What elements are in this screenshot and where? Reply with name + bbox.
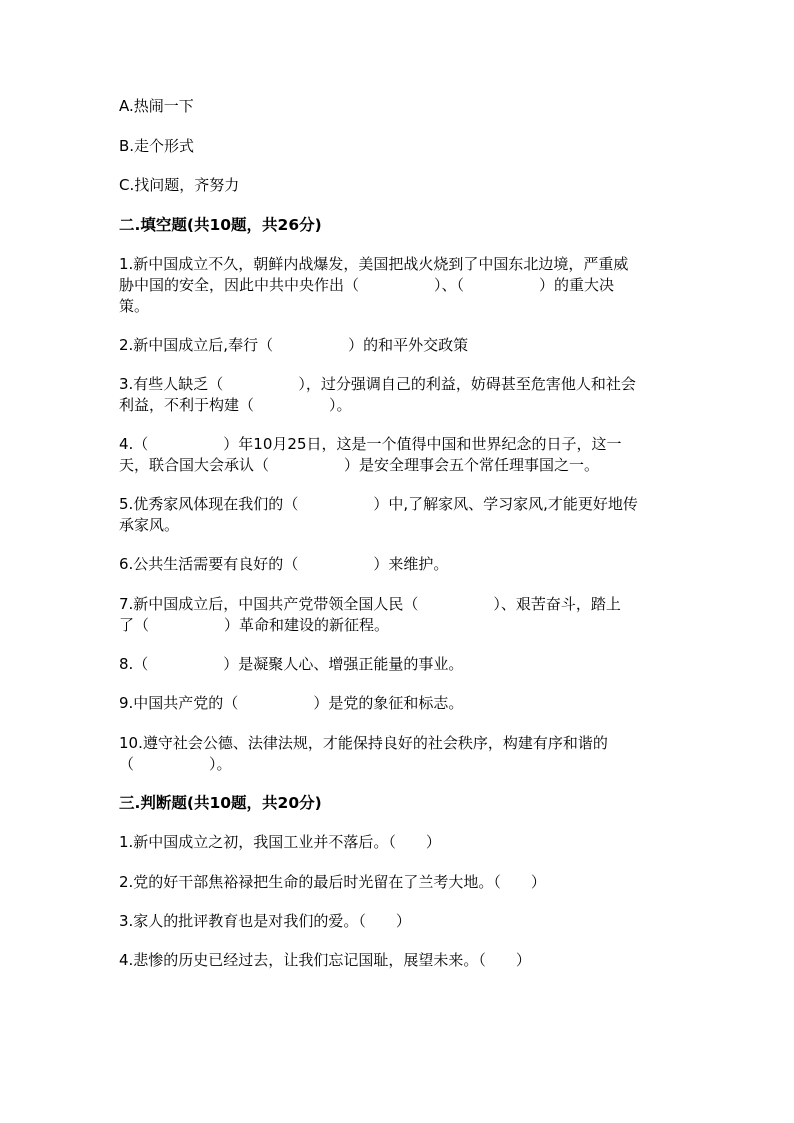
question-item: 1.新中国成立之初，我国工业并不落后。（ ）	[119, 833, 441, 851]
section-title-true-false: 三.判断题(共10题，共20分)	[119, 794, 322, 812]
option-c: C.找问题，齐努力	[119, 176, 240, 194]
question-line: 了（ ）革命和建设的新征程。	[119, 616, 390, 634]
question-line: 8.（ ）是凝聚人心、增强正能量的事业。	[119, 655, 464, 673]
question-item: 3.家人的批评教育也是对我们的爱。（ ）	[119, 912, 411, 930]
question-line: 5.优秀家风体现在我们的（ ）中,了解家风、学习家风,才能更好地传	[119, 495, 638, 513]
question-item: 4.悲惨的历史已经过去，让我们忘记国耻，展望未来。（ ）	[119, 951, 531, 969]
question-line: （ ）。	[119, 755, 232, 773]
question-line: 6.公共生活需要有良好的（ ）来维护。	[119, 555, 449, 573]
question-line: 承家风。	[119, 516, 180, 534]
question-line: 2.新中国成立后,奉行（ ）的和平外交政策	[119, 336, 469, 354]
question-line: 利益，不利于构建（ ）。	[119, 396, 352, 414]
question-line: 胁中国的安全，因此中共中央作出（ ）、（ ）的重大决	[119, 276, 615, 294]
question-line: 7.新中国成立后，中国共产党带领全国人民（ ）、艰苦奋斗，踏上	[119, 595, 621, 613]
question-line: 3.有些人缺乏（ ），过分强调自己的利益，妨碍甚至危害他人和社会	[119, 375, 636, 393]
question-line: 策。	[119, 297, 150, 315]
question-line: 1.新中国成立不久，朝鲜内战爆发，美国把战火烧到了中国东北边境，严重威	[119, 255, 629, 273]
option-a: A.热闹一下	[119, 97, 194, 115]
question-line: 9.中国共产党的（ ）是党的象征和标志。	[119, 694, 464, 712]
section-title-fill-blank: 二.填空题(共10题，共26分)	[119, 216, 322, 234]
question-line: 天，联合国大会承认（ ）是安全理事会五个常任理事国之一。	[119, 456, 600, 474]
option-b: B.走个形式	[119, 137, 195, 155]
question-line: 4.（ ）年10月25日，这是一个值得中国和世界纪念的日子，这一	[119, 435, 622, 453]
question-line: 10.遵守社会公德、法律法规，才能保持良好的社会秩序，构建有序和谐的	[119, 734, 608, 752]
question-item: 2.党的好干部焦裕禄把生命的最后时光留在了兰考大地。（ ）	[119, 873, 546, 891]
